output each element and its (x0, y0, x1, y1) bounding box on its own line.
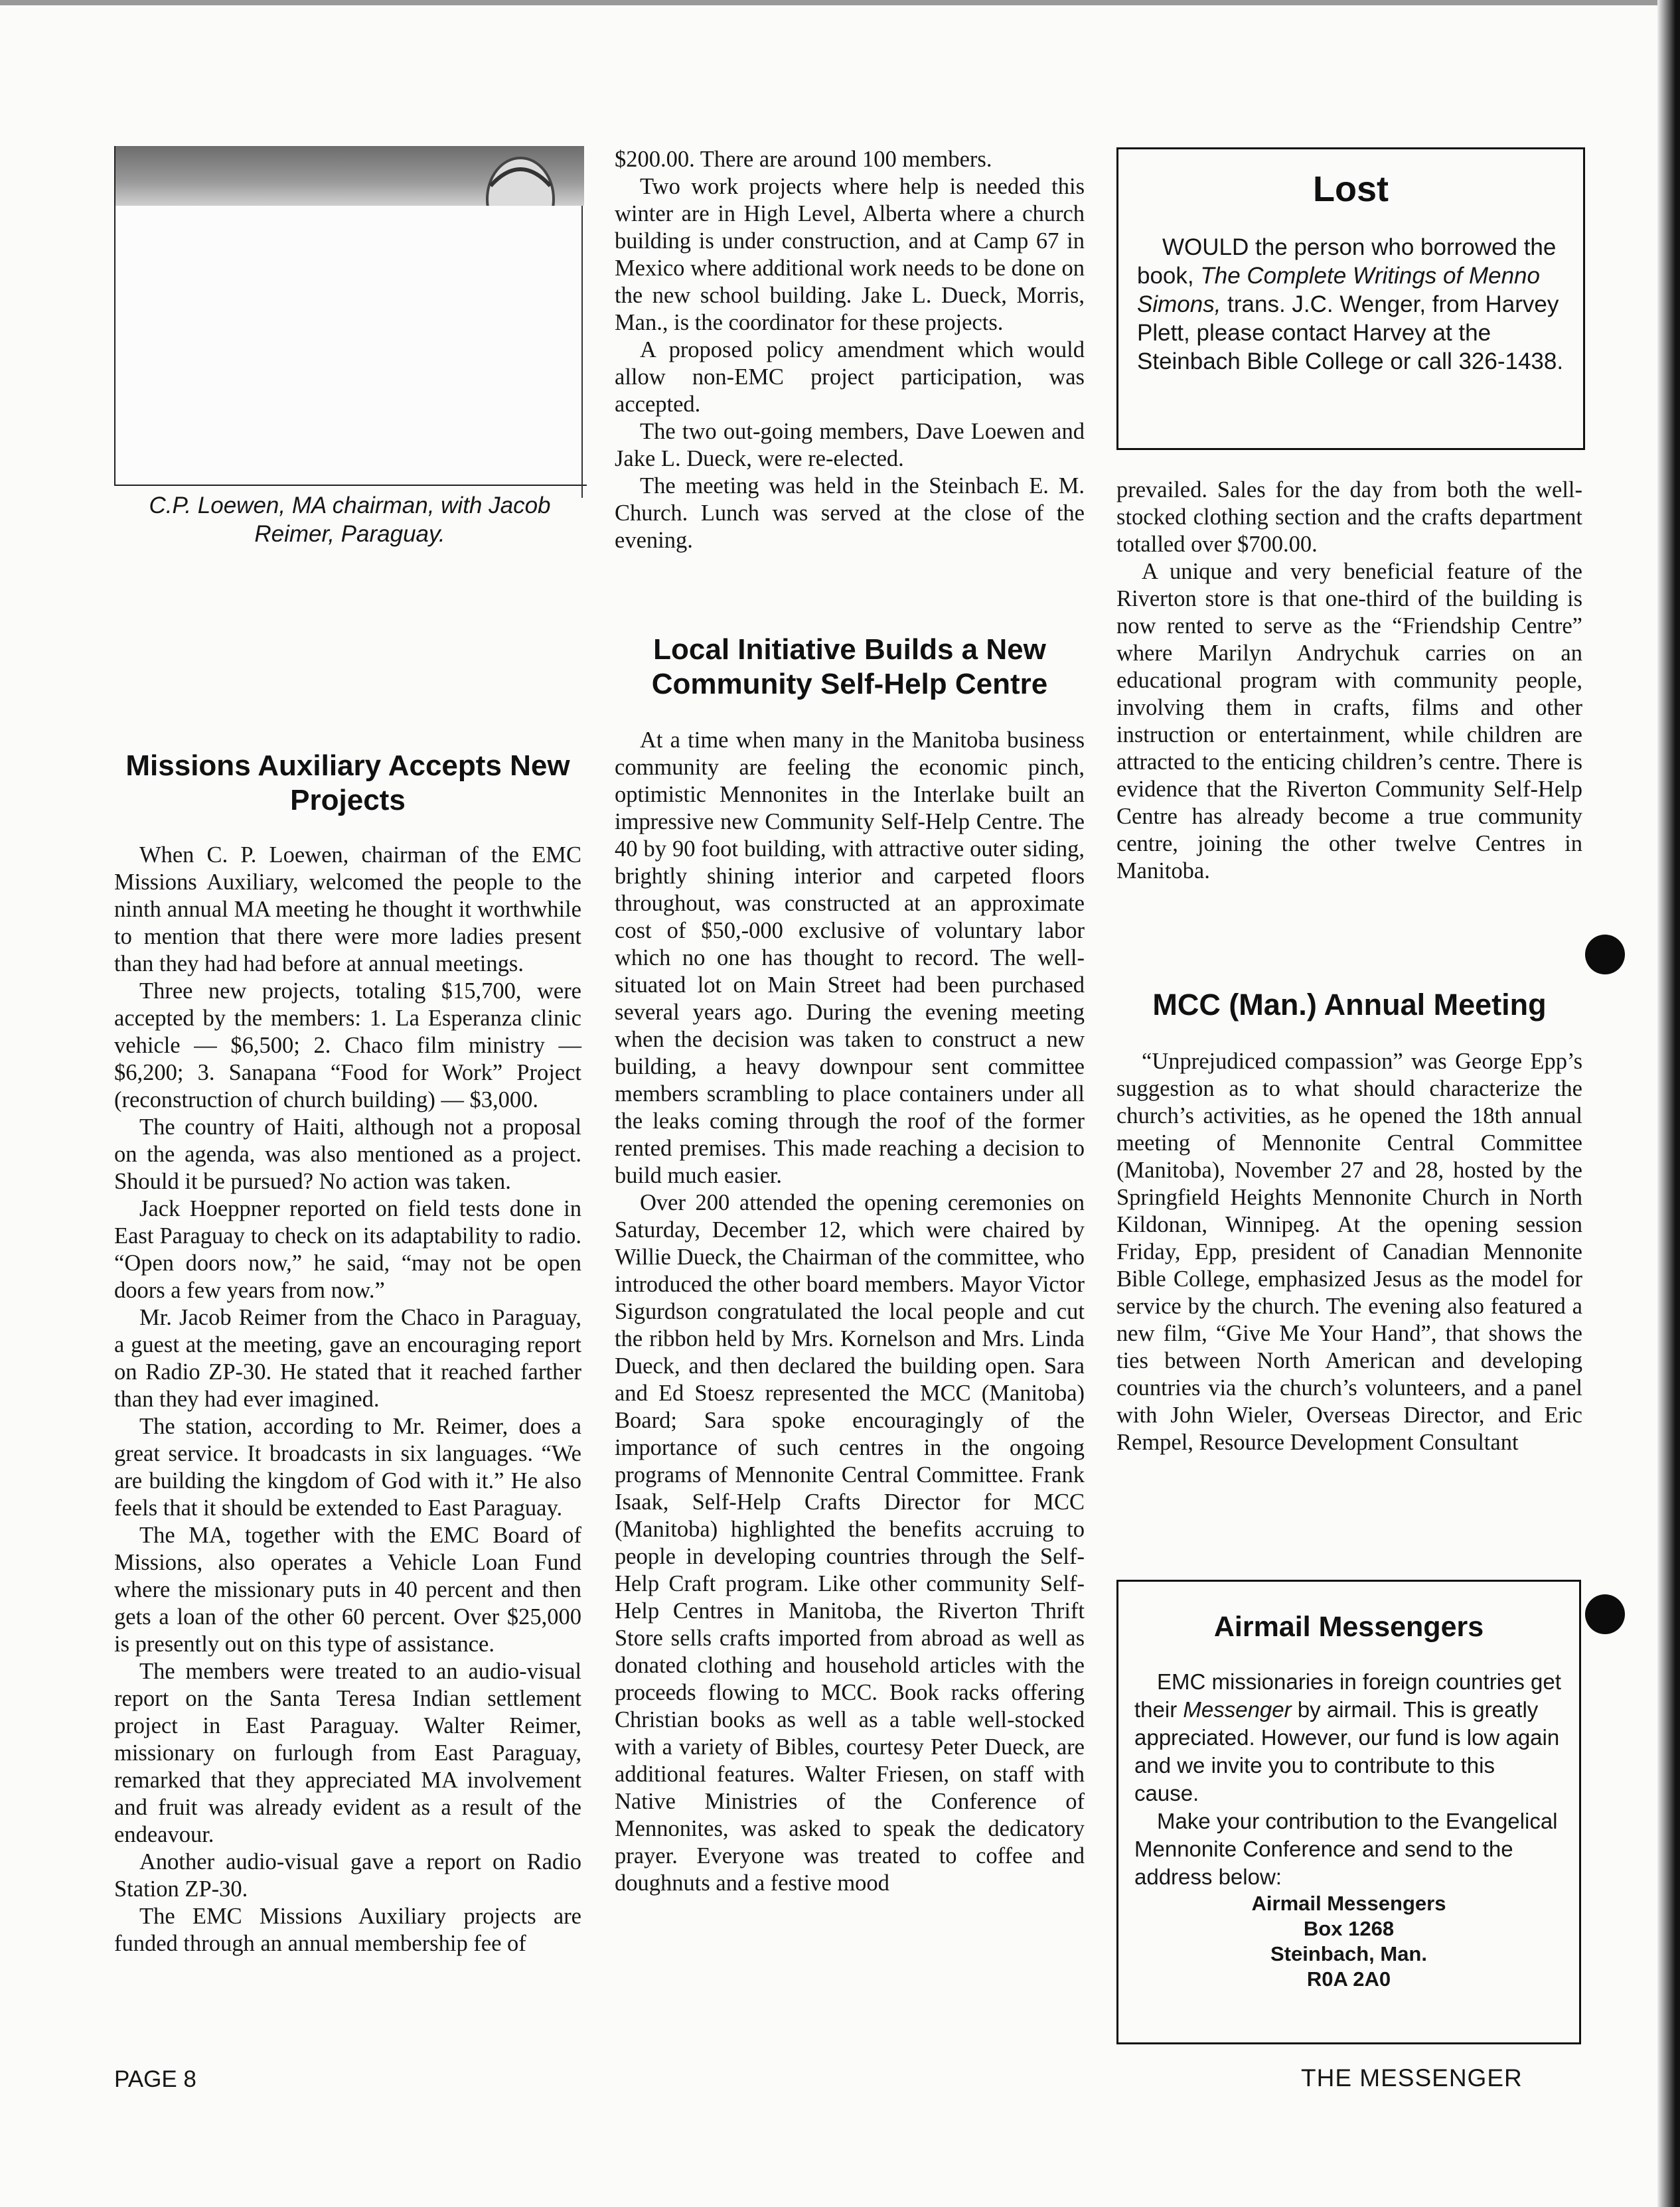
missions-continued-paragraph: Two work projects where help is needed this winter are in High Level, Alberta where a church building is under construction, and at Camp 67 in Mexico where additional work needs to be done on the new school building. Jake L. Dueck, Morris, Man., is the coordinator for these projects. (615, 174, 1085, 335)
local-heading: Local Initiative Builds a New Community Self-Help Centre (651, 633, 1048, 700)
bullet-dot (1585, 1594, 1625, 1634)
airmail-address-line: Box 1268 (1303, 1917, 1395, 1940)
missions-paragraph: Another audio-visual gave a report on Radio Station ZP-30. (114, 1849, 581, 1902)
local-paragraph: Over 200 attended the opening ceremonies on Saturday, December 12, which were chaired by Willie Dueck, the Chairman of the committee, who introduced the other board members. Mayor Victor Sigurdson congratulated the local people and cut the ribbon held by Mrs. Kornelson and Mrs. Linda Dueck, and then declared the building open. Sara and Ed Stoesz represented the MCC (Manitoba) Board; Sara spoke encouragingly of the importance of such centres in the ongoing programs of Mennonite Central Committee. Frank Isaak, Self-Help Crafts Director for MCC (Manitoba) highlighted the benefits accruing to people in developing countries through the Self-Help Craft program. Like other community Self-Help Centres in Manitoba, the Riverton Thrift Store sells crafts imported from abroad as well as donated clothing and household articles with the proceeds flowing to MCC. Book racks offering Christian books as well as a table well-stocked with a variety of Bibles, courtesy Peter Dueck, are additional features. Walter Friesen, on staff with Native Ministries of the Conference of Mennonites, was asked to speak the dedicatory prayer. Everyone was treated to coffee and doughnuts and a festive mood (615, 1190, 1085, 1896)
lost-text (1137, 233, 1565, 376)
photo-image (115, 146, 584, 206)
scan-right-edge (1657, 0, 1680, 2207)
airmail-text-after: by airmail. This is greatly appreciated. However, our fund is low again and we invite you to contribute to this cause. (1134, 1697, 1560, 1805)
mcc-heading: MCC (Man.) Annual Meeting (1152, 988, 1547, 1022)
middle-column (615, 146, 1085, 1897)
missions-heading: Missions Auxiliary Accepts New Projects (125, 749, 570, 816)
airmail-heading: Airmail Messengers (1213, 1611, 1484, 1643)
lost-heading: Lost (1313, 169, 1389, 209)
missions-paragraph: The members were treated to an audio-visual report on the Santa Teresa Indian settlement project in East Paraguay. Walter Reimer, missionary on furlough from East Paraguay, remarked that they appreciated MA involvement and fruit was already evident as a result of the endeavour. (114, 1659, 581, 1847)
publication-name: THE MESSENGER (1301, 2064, 1523, 2092)
missions-paragraph: Jack Hoeppner reported on field tests done in East Paraguay to check on its adaptability to radio. “Open doors now,” he said, “may not be open doors a few years from now.” (114, 1196, 581, 1303)
airmail-paragraph: Make your contribution to the Evangelical Mennonite Conference and send to the address below: (1134, 1809, 1558, 1889)
missions-paragraph: The station, according to Mr. Reimer, does a great service. It broadcasts in six languages. “We are building the kingdom of God with it.” He also feels that it should be extended to East Paraguay. (114, 1414, 581, 1521)
airmail-address-line: Steinbach, Man. (1270, 1942, 1427, 1965)
bullet-dot (1585, 935, 1625, 974)
lost-text-after: trans. J.C. Wenger, from Harvey Plett, please contact Harvey at the Steinbach Bible College or call 326-1438. (1137, 291, 1564, 374)
right-column (1116, 477, 1582, 1456)
local-continued-paragraph: A unique and very beneficial feature of the Riverton store is that one-third of the building is now rented to serve as the “Friendship Centre” where Marilyn Andrychuk carries on an educational program with community people, involving them in crafts, films and other instruction or entertainment, while children are attracted to the enticing children’s centre. There is evidence that the Riverton Community Self-Help Centre has already become a true community centre, joining the other twelve Centres in Manitoba. (1116, 559, 1582, 883)
airmail-address-line: R0A 2A0 (1306, 1967, 1391, 1991)
airmail-box (1116, 1580, 1581, 2044)
lost-text-before: WOULD the person who borrowed the book, (1137, 234, 1557, 289)
page-number: PAGE 8 (114, 2066, 196, 2092)
missions-paragraph: The MA, together with the EMC Board of Missions, also operates a Vehicle Loan Fund where the missionary puts in 40 percent and then gets a loan of the other 60 percent. Over $25,000 is presently out on this type of assistance. (114, 1523, 581, 1657)
photo-caption: C.P. Loewen, MA chairman, with Jacob Reimer, Paraguay. (149, 493, 551, 547)
scan-top-edge (0, 0, 1680, 5)
missions-paragraph: Mr. Jacob Reimer from the Chaco in Paraguay, a guest at the meeting, gave an encouraging report on Radio ZP-30. He stated that it reached farther than they had ever imagined. (114, 1305, 581, 1412)
missions-continued-paragraph: A proposed policy amendment which would allow non-EMC project participation, was accepted. (615, 337, 1085, 417)
missions-paragraph: The EMC Missions Auxiliary projects are funded through an annual membership fee of (114, 1904, 581, 1956)
local-continued-paragraph: prevailed. Sales for the day from both the well-stocked clothing section and the crafts department totalled over $700.00. (1116, 477, 1582, 557)
mcc-paragraph: “Unprejudiced compassion” was George Epp’s suggestion as to what should characterize the church’s activities, as he opened the 18th annual meeting of Mennonite Central Committee (Manitoba), November 27 and 28, hosted by the Springfield Heights Mennonite Church in North Kildonan, Winnipeg. At the opening session Friday, Epp, president of Canadian Mennonite Bible College, emphasized Jesus as the model for service by the church. The evening also featured a new film, “Give Me Your Hand”, that shows the ties between North American and developing countries via the church’s volunteers, and a panel with John Wieler, Overseas Director, and Eric Rempel, Resource Development Consultant (1116, 1049, 1582, 1455)
photo-border (581, 206, 583, 498)
airmail-paragraph (1134, 1668, 1563, 1807)
missions-paragraph: When C. P. Loewen, chairman of the EMC Missions Auxiliary, welcomed the people to the ninth annual MA meeting he thought it worthwhile to mention that there were more ladies present than they had had before at annual meetings. (114, 842, 581, 976)
missions-continued-paragraph: The two out-going members, Dave Loewen and Jake L. Dueck, were re-elected. (615, 419, 1085, 471)
missions-continued-paragraph: The meeting was held in the Steinbach E. M. Church. Lunch was served at the close of the evening. (615, 473, 1085, 553)
missions-article (114, 749, 581, 1957)
lost-notice-box (1116, 147, 1585, 450)
airmail-messenger: Messenger (1183, 1697, 1292, 1722)
missions-paragraph: The country of Haiti, although not a proposal on the agenda, was also mentioned as a project. Should it be pursued? No action was taken. (114, 1114, 581, 1194)
missions-continued-paragraph: $200.00. There are around 100 members. (615, 147, 992, 172)
airmail-text-before: EMC missionaries in foreign countries get their (1134, 1669, 1561, 1722)
local-paragraph: At a time when many in the Manitoba business community are feeling the economic pinch, optimistic Mennonites in the Interlake built an impressive new Community Self-Help Centre. The 40 by 90 foot building, with attractive outer siding, brightly shining interior and carpeted floors throughout, was constructed at an approximate cost of $50,-000 exclusive of voluntary labor which no one has thought to record. The well-situated lot on Main Street had been purchased several years ago. During the evening meeting when the decision was taken to construct a new building, a heavy downpour sent committee members scrambling to place containers under all the leaks coming through the roof of the former rented premises. This made reaching a decision to build much easier. (615, 727, 1085, 1188)
photo-figure (115, 146, 584, 206)
airmail-address-line: Airmail Messengers (1251, 1892, 1446, 1915)
lost-book-title: The Complete Writings of Menno Simons, (1137, 263, 1540, 317)
missions-paragraph: Three new projects, totaling $15,700, were accepted by the members: 1. La Esperanza clinic vehicle — $6,500; 2. Chaco film ministry — $6,200; 3. Sanapana “Food for Work” Project (reconstruction of church building) — $3,000. (114, 978, 581, 1112)
